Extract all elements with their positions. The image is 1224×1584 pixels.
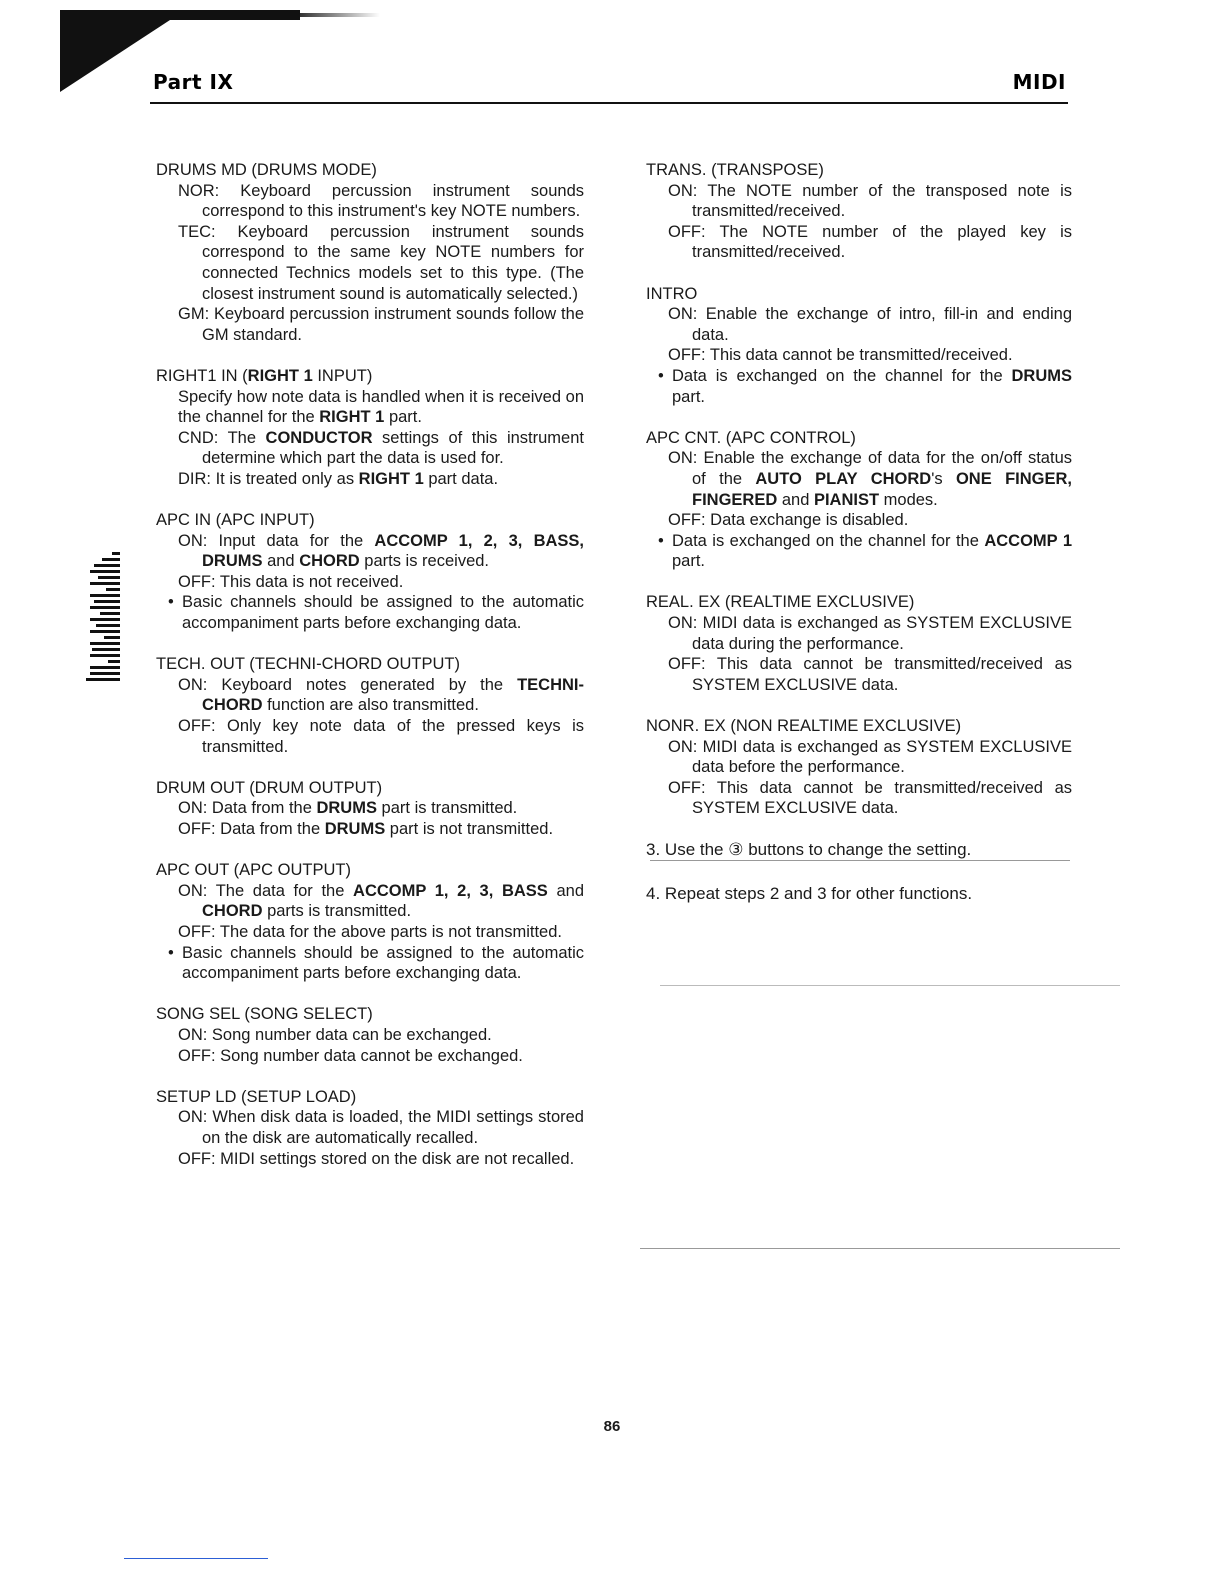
option-gm: GM: Keyboard percussion instrument sounds follow the GM standard. [178,305,584,344]
section-setup-ld [156,1087,584,1169]
section-title: DRUMS MD (DRUMS MODE) [156,161,377,179]
option-dir: DIR: It is treated only as RIGHT 1 part data. [178,469,499,488]
header-rule [150,102,1068,104]
left-column [156,160,584,1190]
option-off: OFF: This data cannot be transmitted/received as SYSTEM EXCLUSIVE data. [668,655,1072,694]
option-on: ON: The NOTE number of the transposed note is transmitted/received. [668,181,1072,221]
option-off: OFF: This data is not received. [178,572,404,591]
section-title: APC IN (APC INPUT) [156,511,315,530]
section-title: SETUP LD (SETUP LOAD) [156,1087,357,1106]
section-apc-out [156,860,584,984]
section-intro: Specify how note data is handled when it is received on the channel for the RIGHT 1 part. [178,387,584,427]
bullet-note: • Basic channels should be assigned to the automatic accompaniment parts before exchanging data. [168,943,584,983]
option-off: OFF: MIDI settings stored on the disk are not recalled. [178,1149,575,1168]
section-intro [646,284,1072,408]
section-title: NONR. EX (NON REALTIME EXCLUSIVE) [646,717,962,736]
option-tec: TEC: Keyboard percussion instrument sounds correspond to the same key NOTE numbers for connected Technics models set to this type. (The closest instrument sound is automatically selected.) [178,222,584,303]
section-title: INTRO [646,284,698,303]
option-on: ON: When disk data is loaded, the MIDI settings stored on the disk are automatically recalled. [178,1108,584,1147]
scan-artifact [640,1248,1120,1249]
option-on: ON: Data from the DRUMS part is transmitted. [178,799,518,818]
section-title: TECH. OUT (TECHNI-CHORD OUTPUT) [156,655,461,674]
section-title: APC OUT (APC OUTPUT) [156,861,351,880]
page-number: 86 [603,1418,621,1435]
section-song-sel [156,1004,584,1066]
scan-artifact [650,860,1070,861]
bullet-note: • Basic channels should be assigned to the automatic accompaniment parts before exchanging data. [168,593,584,633]
section-transpose [646,160,1072,263]
section-drum-out [156,778,584,840]
header-bar-fade [300,13,380,17]
option-off: OFF: The NOTE number of the played key is transmitted/received. [668,222,1072,262]
section-apc-in [156,510,584,634]
section-drums-mode [156,160,584,345]
option-off: OFF: This data cannot be transmitted/received. [668,346,1013,365]
section-title: RIGHT1 IN (RIGHT 1 INPUT) [156,366,373,385]
section-tech-out [156,654,584,757]
section-title: TRANS. (TRANSPOSE) [646,161,824,179]
option-on: ON: Input data for the ACCOMP 1, 2, 3, BASS, DRUMS and CHORD parts is received. [178,531,584,571]
section-non-realtime-exclusive [646,716,1072,819]
section-apc-control [646,428,1072,572]
option-off: OFF: This data cannot be transmitted/received as SYSTEM EXCLUSIVE data. [668,778,1072,818]
option-on: ON: MIDI data is exchanged as SYSTEM EXCLUSIVE data during the performance. [668,614,1072,653]
option-on: ON: Enable the exchange of data for the on/off status of the AUTO PLAY CHORD's ONE FINGER, FINGERED and PIANIST modes. [668,449,1072,509]
option-off: OFF: The data for the above parts is not transmitted. [178,922,562,941]
option-nor: NOR: Keyboard percussion instrument sounds correspond to this instrument's key NOTE numbers. [178,181,584,221]
thumb-index-marks [86,552,120,738]
section-title: REAL. EX (REALTIME EXCLUSIVE) [646,593,915,612]
right-column [646,160,1072,929]
section-right1-in [156,366,584,490]
section-title: APC CNT. (APC CONTROL) [646,428,856,447]
topic-label: MIDI [1012,70,1066,94]
section-title: SONG SEL (SONG SELECT) [156,1005,373,1024]
option-on: ON: Keyboard notes generated by the TECHNI-CHORD function are also transmitted. [178,675,584,715]
section-title: DRUM OUT (DRUM OUTPUT) [156,778,383,797]
footer-rule [124,1558,268,1559]
option-off: OFF: Song number data cannot be exchanged. [178,1046,523,1065]
step-4: 4. Repeat steps 2 and 3 for other functions. [646,884,973,904]
option-off: OFF: Only key note data of the pressed keys is transmitted. [178,717,584,756]
option-on: ON: Enable the exchange of intro, fill-in and ending data. [668,305,1072,344]
step-3: 3. Use the ③ buttons to change the setting. [646,839,972,859]
section-realtime-exclusive [646,592,1072,695]
scan-artifact [660,985,1120,986]
option-on: ON: The data for the ACCOMP 1, 2, 3, BASS and CHORD parts is transmitted. [178,881,584,921]
option-on: ON: MIDI data is exchanged as SYSTEM EXCLUSIVE data before the performance. [668,737,1072,777]
part-label: Part IX [153,70,234,94]
option-on: ON: Song number data can be exchanged. [178,1025,492,1044]
option-cnd: CND: The CONDUCTOR settings of this instrument determine which part the data is used for. [178,428,584,468]
header-bar [60,10,300,20]
option-off: OFF: Data exchange is disabled. [668,511,909,530]
bullet-note: • Data is exchanged on the channel for the DRUMS part. [658,366,1072,406]
option-off: OFF: Data from the DRUMS part is not transmitted. [178,820,554,838]
bullet-note: • Data is exchanged on the channel for the ACCOMP 1 part. [658,531,1072,571]
